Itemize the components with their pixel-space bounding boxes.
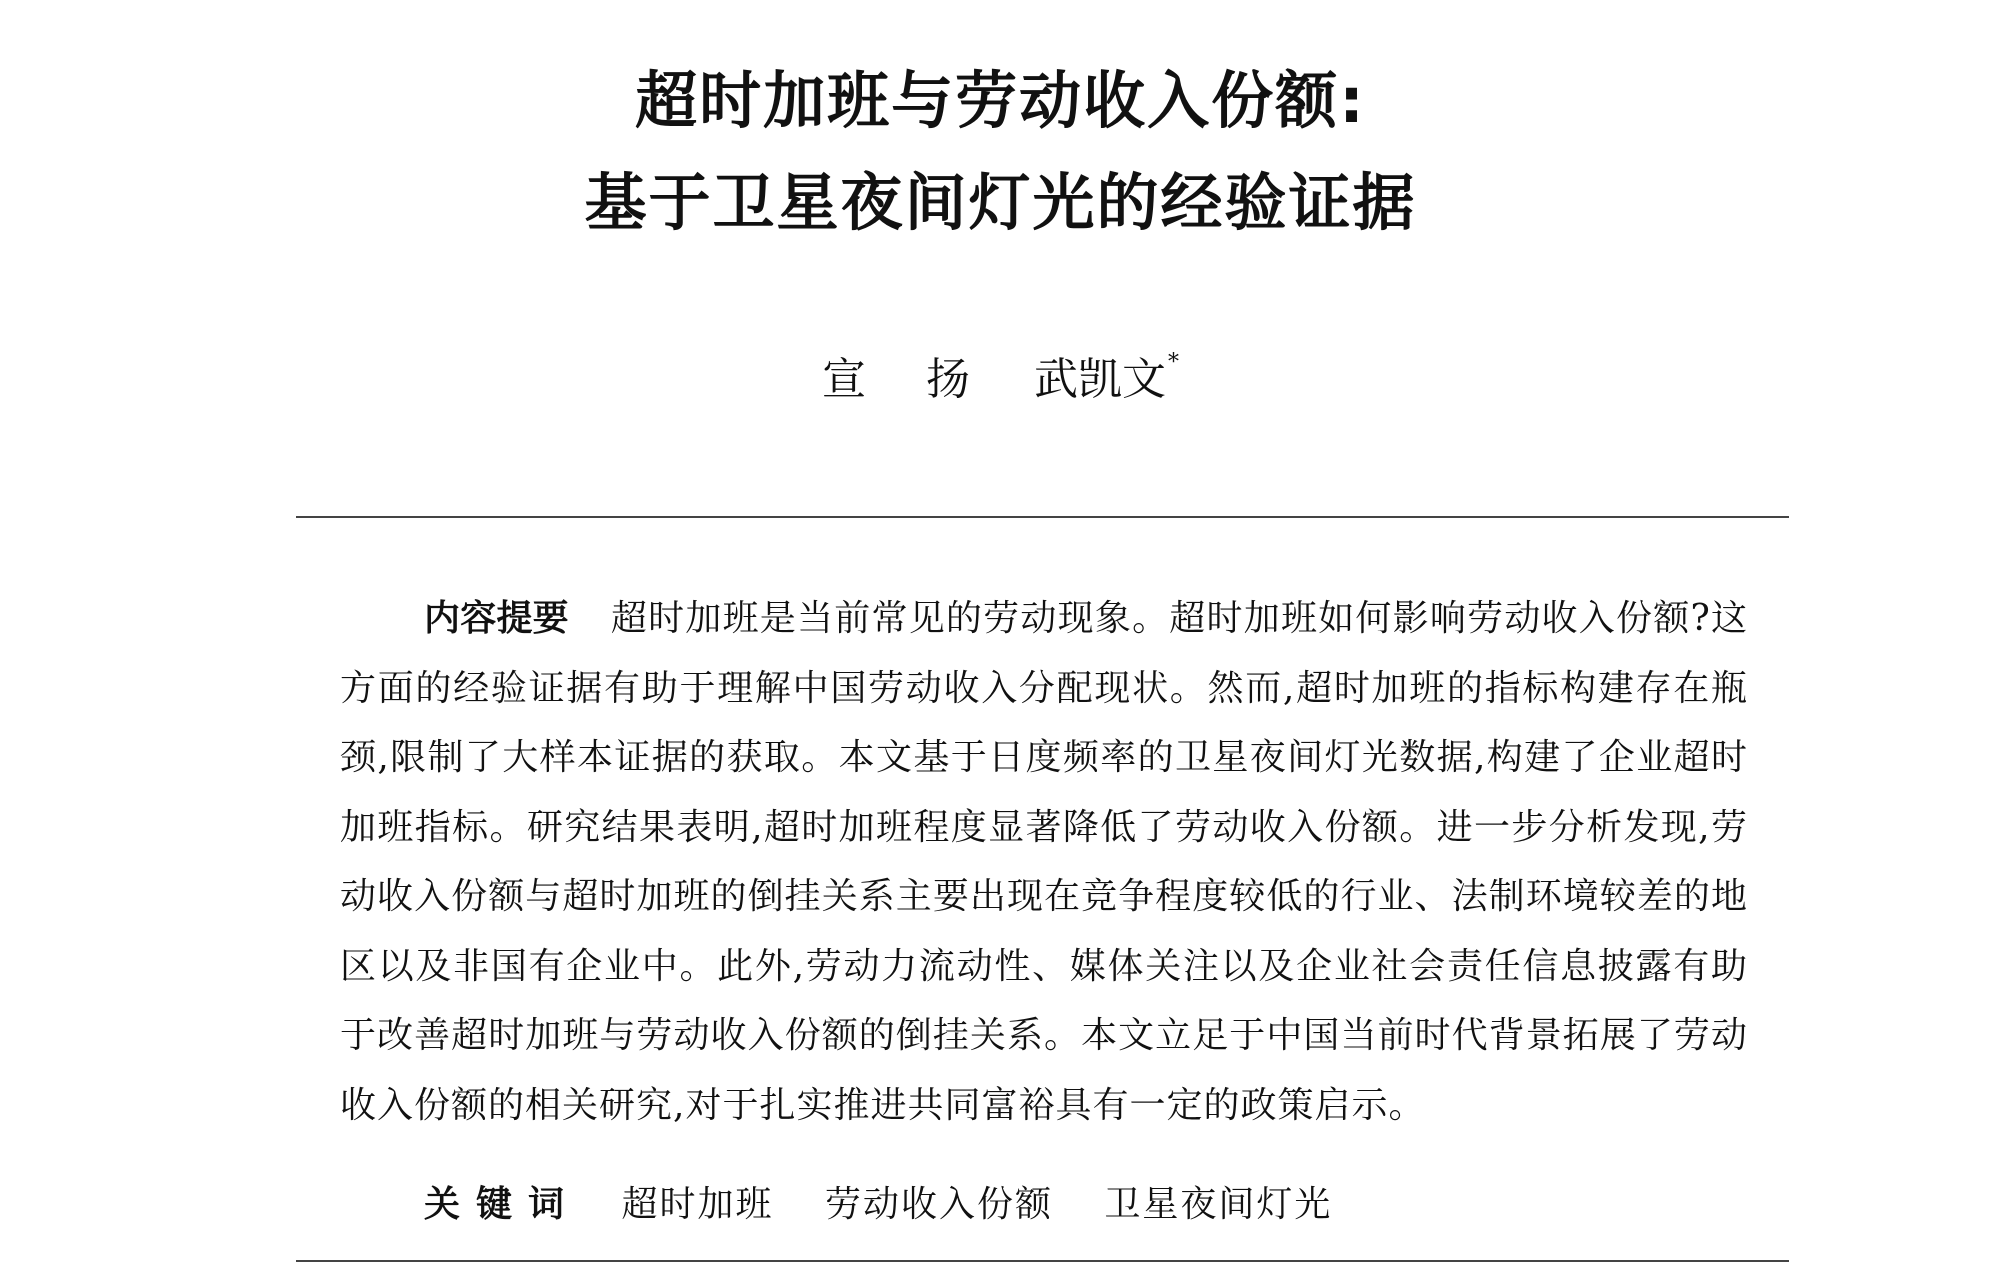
abstract-paragraph — [340, 584, 1748, 1140]
author-footnote-marker: * — [1168, 350, 1179, 375]
author-list — [0, 350, 2001, 405]
top-divider — [296, 516, 1789, 518]
keyword: 劳动收入份额 — [824, 1184, 1053, 1225]
author-name: 武凯文 — [1034, 354, 1166, 405]
keywords-label: 关键词 — [424, 1184, 581, 1225]
abstract-label: 内容提要 — [424, 598, 569, 639]
keyword: 超时加班 — [621, 1184, 774, 1225]
paper-title-line-2: 基于卫星夜间灯光的经验证据 — [584, 166, 1417, 239]
bottom-divider — [296, 1260, 1789, 1262]
paper-title-line-1: 超时加班与劳动收入份额: — [635, 64, 1366, 137]
abstract-text: 超时加班是当前常见的劳动现象。超时加班如何影响劳动收入份额?这方面的经验证据有助于理解中国劳动收入分配现状。然而,超时加班的指标构建存在瓶颈,限制了大样本证据的获取。本文基于日度频率的卫星夜间灯光数据,构建了企业超时加班指标。研究结果表明,超时加班程度显著降低了劳动收入份额。进一步分析发现,劳动收入份额与超时加班的倒挂关系主要出现在竞争程度较低的行业、法制环境较差的地区以及非国有企业中。此外,劳动力流动性、媒体关注以及企业社会责任信息披露有助于改善超时加班与劳动收入份额的倒挂关系。本文立足于中国当前时代背景拓展了劳动收入份额的相关研究,对于扎实推进共同富裕具有一定的政策启示。 — [340, 598, 1748, 1126]
author-name: 宣扬 — [822, 354, 1030, 405]
keyword: 卫星夜间灯光 — [1104, 1184, 1333, 1225]
keywords-line — [424, 1170, 1784, 1240]
